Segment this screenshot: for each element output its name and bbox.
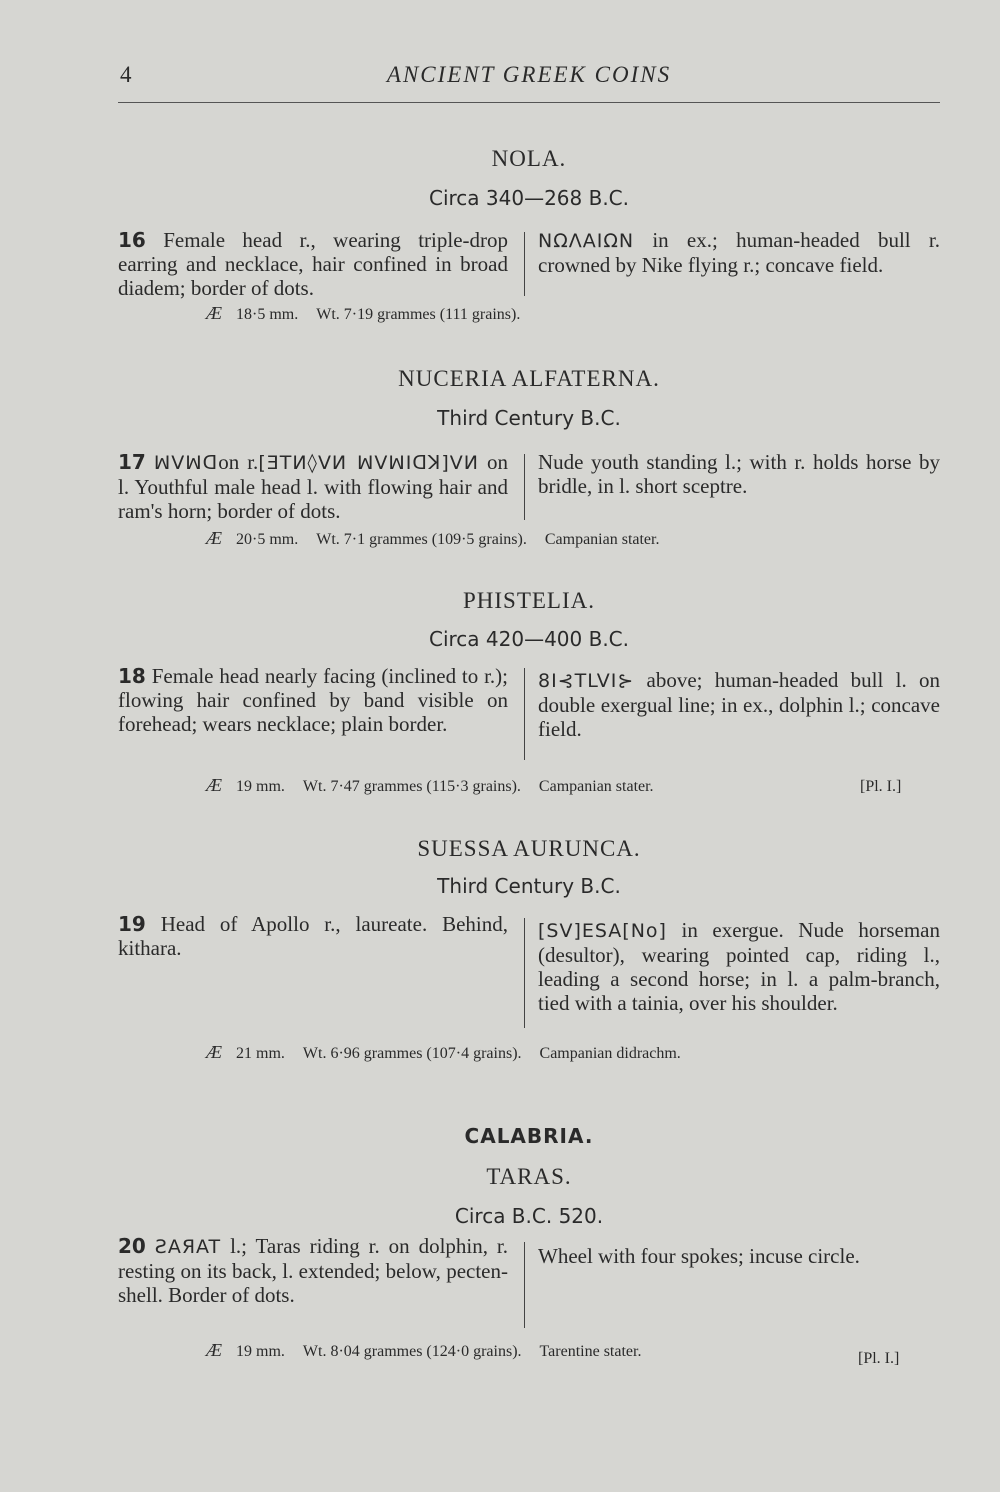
coin-denomination: Tarentine stater. bbox=[539, 1343, 642, 1360]
obverse-16 bbox=[118, 228, 508, 300]
coin-size: 19 mm. bbox=[236, 778, 285, 795]
coin-number: 16 bbox=[118, 228, 146, 252]
obverse-20 bbox=[118, 1234, 508, 1307]
column-divider bbox=[524, 454, 525, 520]
obverse-17 bbox=[118, 450, 508, 523]
metal-symbol: Æ bbox=[206, 528, 223, 548]
obverse-text: l.; Taras riding r. on dolphin, r. resting on its back, l. extended; below, pecten-shell. Border of dots. bbox=[118, 1234, 509, 1307]
coin-number: 18 bbox=[118, 664, 146, 688]
running-title: ANCIENT GREEK COINS bbox=[386, 62, 672, 87]
coin-number: 20 bbox=[118, 1234, 146, 1258]
coin-metadata-18 bbox=[206, 775, 654, 796]
coin-size: 21 mm. bbox=[236, 1045, 285, 1062]
region-heading-calabria: CALABRIA. bbox=[464, 1124, 594, 1148]
obverse-text: on l. Youthful male head l. with flowing hair and ram's horn; border of dots. bbox=[118, 450, 509, 523]
coin-legend: [SV]ESA[No] bbox=[538, 920, 667, 942]
reverse-text: Nude youth standing l.; with r. holds horse by bridle, in l. short sceptre. bbox=[538, 450, 940, 498]
metal-symbol: Æ bbox=[206, 775, 223, 795]
reverse-text: above; human-headed bull l. on double exergual line; in ex., dolphin l.; concave field. bbox=[538, 668, 940, 741]
reverse-text: Wheel with four spokes; incuse circle. bbox=[538, 1244, 860, 1268]
coin-weight: Wt. 8·04 grammes (124·0 grains). bbox=[302, 1343, 522, 1360]
coin-denomination: Campanian stater. bbox=[544, 531, 660, 548]
city-heading-taras: TARAS. bbox=[486, 1164, 572, 1189]
coin-weight: Wt. 6·96 grammes (107·4 grains). bbox=[302, 1045, 522, 1062]
city-heading-phistelia: PHISTELIA. bbox=[462, 588, 596, 613]
plate-reference: [Pl. I.] bbox=[858, 1350, 900, 1367]
period-taras: Circa B.C. 520. bbox=[454, 1204, 604, 1228]
coin-number: 17 bbox=[118, 450, 146, 474]
metal-symbol: Æ bbox=[206, 303, 223, 323]
column-divider bbox=[524, 232, 525, 296]
coin-size: 20·5 mm. bbox=[236, 531, 299, 548]
city-heading-nuceria: NUCERIA ALFATERNA. bbox=[398, 366, 660, 391]
coin-metadata-16 bbox=[206, 303, 520, 324]
reverse-text: in exergue. Nude horseman (desultor), wearing pointed cap, riding l., leading a second horse; in l. a palm-branch, tied with a tainia, over his shoulder. bbox=[538, 918, 940, 1015]
coin-legend-second: [ƎTИ◊VИ ꟽVꟽIꓷꓘ]VИ bbox=[258, 452, 479, 474]
reverse-18 bbox=[538, 668, 940, 741]
coin-denomination: Campanian didrachm. bbox=[539, 1045, 681, 1062]
coin-legend: 8I⊰TLVI⊱ bbox=[538, 670, 635, 692]
coin-weight: Wt. 7·1 grammes (109·5 grains). bbox=[316, 531, 527, 548]
metal-symbol: Æ bbox=[206, 1042, 223, 1062]
city-heading-nola: NOLA. bbox=[491, 146, 567, 171]
obverse-text: Head of Apollo r., laureate. Behind, kithara. bbox=[118, 912, 508, 960]
coin-legend: ΝΩΛΑΙΩΝ bbox=[538, 230, 635, 252]
coin-metadata-19 bbox=[206, 1042, 681, 1063]
period-phistelia: Circa 420—400 B.C. bbox=[428, 627, 630, 651]
reverse-17 bbox=[538, 450, 940, 498]
reverse-20 bbox=[538, 1244, 940, 1268]
reverse-16 bbox=[538, 228, 940, 277]
coin-denomination: Campanian stater. bbox=[538, 778, 654, 795]
coin-size: 19 mm. bbox=[236, 1343, 285, 1360]
page-header bbox=[118, 62, 940, 103]
period-nuceria: Third Century B.C. bbox=[437, 406, 621, 430]
metal-symbol: Æ bbox=[206, 1340, 223, 1360]
page-number: 4 bbox=[120, 62, 132, 87]
obverse-18 bbox=[118, 664, 508, 736]
coin-weight: Wt. 7·47 grammes (115·3 grains). bbox=[302, 778, 521, 795]
reverse-19 bbox=[538, 918, 940, 1015]
coin-metadata-17 bbox=[206, 528, 659, 549]
obverse-text: Female head nearly facing (inclined to r.); flowing hair confined by band visible on forehead; wears necklace; plain border. bbox=[118, 664, 508, 736]
period-nola: Circa 340—268 B.C. bbox=[428, 186, 630, 210]
column-divider bbox=[524, 668, 525, 760]
coin-legend: ƧAЯAT bbox=[154, 1236, 222, 1258]
column-divider bbox=[524, 1242, 525, 1328]
plate-reference: [Pl. I.] bbox=[860, 778, 902, 795]
coin-metadata-20 bbox=[206, 1340, 641, 1361]
legend-position: on r. bbox=[218, 450, 259, 474]
obverse-19 bbox=[118, 912, 508, 960]
coin-weight: Wt. 7·19 grammes (111 grains). bbox=[316, 306, 521, 323]
period-suessa: Third Century B.C. bbox=[437, 874, 621, 898]
reverse-text: in ex.; human-headed bull r. crowned by Nike flying r.; concave field. bbox=[538, 228, 940, 277]
coin-legend: ꟽVꟽꓷ bbox=[153, 452, 219, 474]
coin-size: 18·5 mm. bbox=[236, 306, 299, 323]
city-heading-suessa: SUESSA AURUNCA. bbox=[417, 836, 641, 861]
obverse-text: Female head r., wearing triple-drop earring and necklace, hair confined in broad diadem; border of dots. bbox=[118, 228, 508, 300]
column-divider bbox=[524, 918, 525, 1028]
coin-number: 19 bbox=[118, 912, 146, 936]
